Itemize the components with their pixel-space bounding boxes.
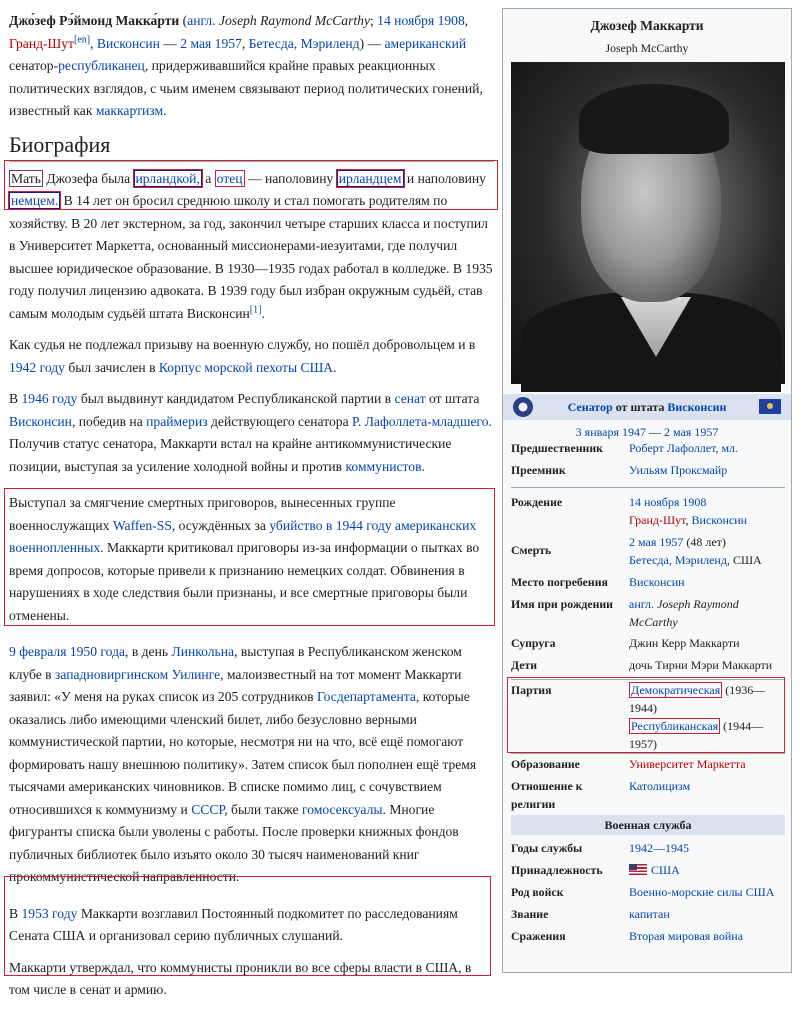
birth-place-link[interactable]: Гранд-Шут — [9, 35, 75, 51]
west-virginia-link[interactable]: западновиргинском — [55, 666, 169, 682]
en-interwiki-link[interactable]: [en] — [74, 33, 91, 45]
bio-paragraph-3: В 1946 году был выдвинут кандидатом Республиканской партии в сенат от штата Висконсин, победив на праймериз действующего сенатора Р. Лафоллета-младшего. Получив статус сенатора, Маккарти встал на крайне антикоммунистические позиции, выступая за усиление холодной войны и против коммунистов. — [9, 391, 492, 474]
term-dates: 3 января 1947 — 2 мая 1957 — [575, 425, 719, 439]
date-1950-link[interactable]: 9 февраля 1950 года — [9, 644, 126, 659]
birth-name-lang-link[interactable]: англ. — [629, 597, 655, 611]
term-start-link[interactable]: 3 января 1947 — [575, 425, 646, 439]
death-date-link[interactable]: 2 мая 1957 — [180, 35, 242, 51]
german-link[interactable]: немцем. — [11, 193, 59, 208]
communists-link[interactable]: коммунистов — [345, 458, 422, 474]
birth-date-link[interactable]: 14 ноября 1908 — [377, 13, 465, 28]
infobox-subtitle: Joseph McCarthy — [605, 41, 689, 55]
reference-1-link[interactable]: [1] — [249, 303, 262, 315]
death-place-link[interactable]: Бетесда, Мэриленд — [248, 35, 360, 51]
ussr-link[interactable]: СССР — [191, 801, 225, 817]
primaries-link[interactable]: праймериз — [146, 413, 208, 429]
year-1946-link[interactable]: 1946 году — [21, 391, 78, 406]
intro-paragraph: Джо́зеф Рэ́ймонд Макка́рти (англ. Joseph Raymond McCarthy; 14 ноября 1908, Гранд-Шут[en], Висконсин — 2 мая 1957, Бетесда, Мэриленд) — американский сенатор-республиканец, придерживавшийся крайне правых реакционных политических взглядов, с чьим именем связывают период политических гонений, известный как маккартизм. — [9, 13, 483, 118]
year-1953-link[interactable]: 1953 году — [21, 905, 78, 921]
mccarthyism-link[interactable]: маккартизм — [95, 103, 164, 118]
bio-paragraph-6: В 1953 году Маккарти возглавил Постоянный подкомитет по расследованиям Сената США и организовал серию публичных слушаний. — [9, 905, 458, 943]
education-link[interactable]: Университет Маркетта — [629, 757, 746, 771]
bio-paragraph-4: Выступал за смягчение смертных приговоров, вынесенных группе военнослужащих Waffen-SS, осуждённых за убийство в 1944 году американских военнопленных. Маккарти критиковал приговоры из-за информации о пытках во время допросов, которые привели к признанию немецких солдат. Обвинения в нарушениях в ходе следствия были признаны, и все смертные приговоры были отменены. — [9, 495, 480, 623]
wisconsin-flag-icon[interactable] — [759, 399, 781, 414]
birth-name-row: Имя при рождении англ. Joseph Raymond McCarthy — [511, 597, 739, 629]
senate-link[interactable]: сенат — [394, 391, 426, 406]
lincoln-link[interactable]: Линкольна — [171, 644, 235, 659]
article-subject-name: Джо́зеф Рэ́ймонд Макка́рти — [9, 13, 180, 28]
wheeling-link[interactable]: Уилинге — [171, 666, 221, 682]
father-link[interactable]: отец — [216, 170, 243, 186]
successor-link[interactable]: Уильям Проксмайр — [629, 463, 728, 477]
homosexuals-link[interactable]: гомосексуалы — [301, 801, 383, 817]
death-date-info-link[interactable]: 2 мая 1957 — [629, 535, 684, 549]
party-row: Партия Демократическая (1936—1944) Республиканская (1944—1957) — [511, 683, 766, 751]
republican-link[interactable]: республиканец — [58, 58, 145, 73]
office-state-link[interactable]: Висконсин — [667, 400, 727, 414]
american-link[interactable]: американский — [384, 35, 467, 51]
religion-row: Отношение к религии Католицизм — [511, 777, 787, 813]
term-end-link[interactable]: 2 мая 1957 — [663, 425, 719, 439]
portrait-photo[interactable] — [511, 62, 785, 384]
bio-paragraph-7: Маккарти утверждал, что коммунисты проникли во все сферы власти в США, в том числе в сенат и армию. — [9, 959, 472, 997]
mother-word: Мать — [11, 170, 41, 186]
state-department-link[interactable]: Госдепартамента — [317, 689, 416, 704]
battles-link[interactable]: Вторая мировая война — [629, 929, 744, 943]
office-header: Сенатор от штата Висконсин — [503, 394, 791, 420]
senator-link[interactable]: Сенатор — [567, 400, 613, 414]
year-1942-link[interactable]: 1942 году — [9, 359, 65, 375]
irish-male-link[interactable]: ирландцем — [338, 170, 402, 186]
allegiance-link[interactable]: США — [651, 863, 680, 877]
lafollette-link[interactable]: Р. Лафоллета-младшего — [352, 413, 489, 429]
marine-corps-link[interactable]: Корпус морской пехоты США — [158, 359, 334, 375]
irish-female-link[interactable]: ирландкой, — [135, 170, 200, 186]
branch-link[interactable]: Военно-морские силы США — [629, 885, 775, 899]
service-years-link[interactable]: 1942—1945 — [629, 841, 689, 855]
bio-paragraph-1: Мать Джозефа была ирландкой, а отец — наполовину ирландцем и наполовину немцем. В 14 лет он бросил среднюю школу и стал помогать родителям по хозяйству. В 20 лет экстерном, за год, закончил четыре старших класса и поступил в Университет Маркетта, основанный миссионерами-иезуитами, где получил высшее юридическое образование. В 1930—1935 годах работал в колледже. В 1935 году получил лицензию адвоката. В 1939 году был избран окружным судьёй, став самым молодым судьёй штата Висконсин[1]. — [9, 170, 493, 321]
us-flag-icon — [629, 864, 647, 875]
democratic-party-link[interactable]: Демократическая — [631, 683, 721, 697]
bio-paragraph-5: 9 февраля 1950 года, в день Линкольна, выступая в Республиканском женском клубе в западновиргинском Уилинге, малоизвестный на тот момент Маккарти заявил: «У меня на руках список из 205 сотрудников Госдепартамента, которые оказались либо имеющими членский билет, либо безусловно верными коммунистической партии, но которые, несмотря ни на что, всё ещё помогают формировать нашу внешнюю политику». Затем список был пополнен ещё тремя тысячами американских чиновников. В списке помимо лиц, с сочувствием относившихся к коммунизму и СССР, были также гомосексуалы. Многие фигуранты списка были уволены с работы. После проверки книжных фондов публичных библиотек было изъято около 30 тысяч наименований книг прокоммунистической направленности. — [9, 644, 477, 884]
burial-link[interactable]: Висконсин — [629, 575, 685, 589]
birth-state-info-link[interactable]: Висконсин — [691, 513, 748, 527]
republican-party-link[interactable]: Республиканская — [631, 719, 719, 733]
lang-link[interactable]: англ. — [187, 13, 216, 28]
malmedy-massacre-link[interactable]: убийство в 1944 году американских военнопленных — [9, 517, 477, 555]
military-service-header: Военная служба — [511, 815, 785, 835]
wisconsin-link[interactable]: Висконсин — [9, 413, 72, 429]
biography-heading: Биография — [9, 132, 494, 162]
infobox: Джозеф Маккарти Joseph McCarthy Сенатор от штата Висконсин 3 января 1947 — 2 мая 1957 Предшественник Роберт Лафоллет, мл. Преемник Уильям Проксмайр Рождение 14 ноября 1908 Гранд-Шут, Висконсин Смерть 2 мая 1957 (48 лет) Бетесда, Мэриленд, США Место погребения Висконсин Имя при рождении англ. Joseph Raymond McCarthy Супруга Джин Керр Маккарти Дети дочь Тирни Мэри Маккарти Партия Демократическая (1936—1944) Республиканская (1944—1957) Образование Университет Маркетта Отношение к религии Католицизм Военная служба Годы службы 1942—1945 Принадлежность США Род войск Военно-морские силы США Звание капитан Сражения Вторая мировая война — [502, 8, 792, 973]
waffen-ss-link[interactable]: Waffen-SS — [112, 517, 172, 533]
state-link[interactable]: Висконсин — [96, 35, 160, 51]
birth-place-info-link[interactable]: Гранд-Шут — [629, 513, 686, 527]
religion-link[interactable]: Католицизм — [629, 779, 691, 793]
infobox-title: Джозеф Маккарти — [590, 18, 704, 33]
death-place-info-link[interactable]: Бетесда, Мэриленд — [629, 553, 727, 567]
rank-link[interactable]: капитан — [629, 907, 670, 921]
article-body — [9, 10, 494, 1011]
birth-row: Рождение 14 ноября 1908 Гранд-Шут, Висконсин — [511, 495, 748, 527]
birth-date-info-link[interactable]: 14 ноября 1908 — [629, 495, 707, 509]
death-row: Смерть 2 мая 1957 (48 лет) Бетесда, Мэриленд, США — [511, 535, 762, 567]
bio-paragraph-2: Как судья не подлежал призыву на военную службу, но пошёл добровольцем и в 1942 году был зачислен в Корпус морской пехоты США. — [9, 337, 476, 375]
predecessor-link[interactable]: Роберт Лафоллет, мл. — [629, 441, 739, 455]
